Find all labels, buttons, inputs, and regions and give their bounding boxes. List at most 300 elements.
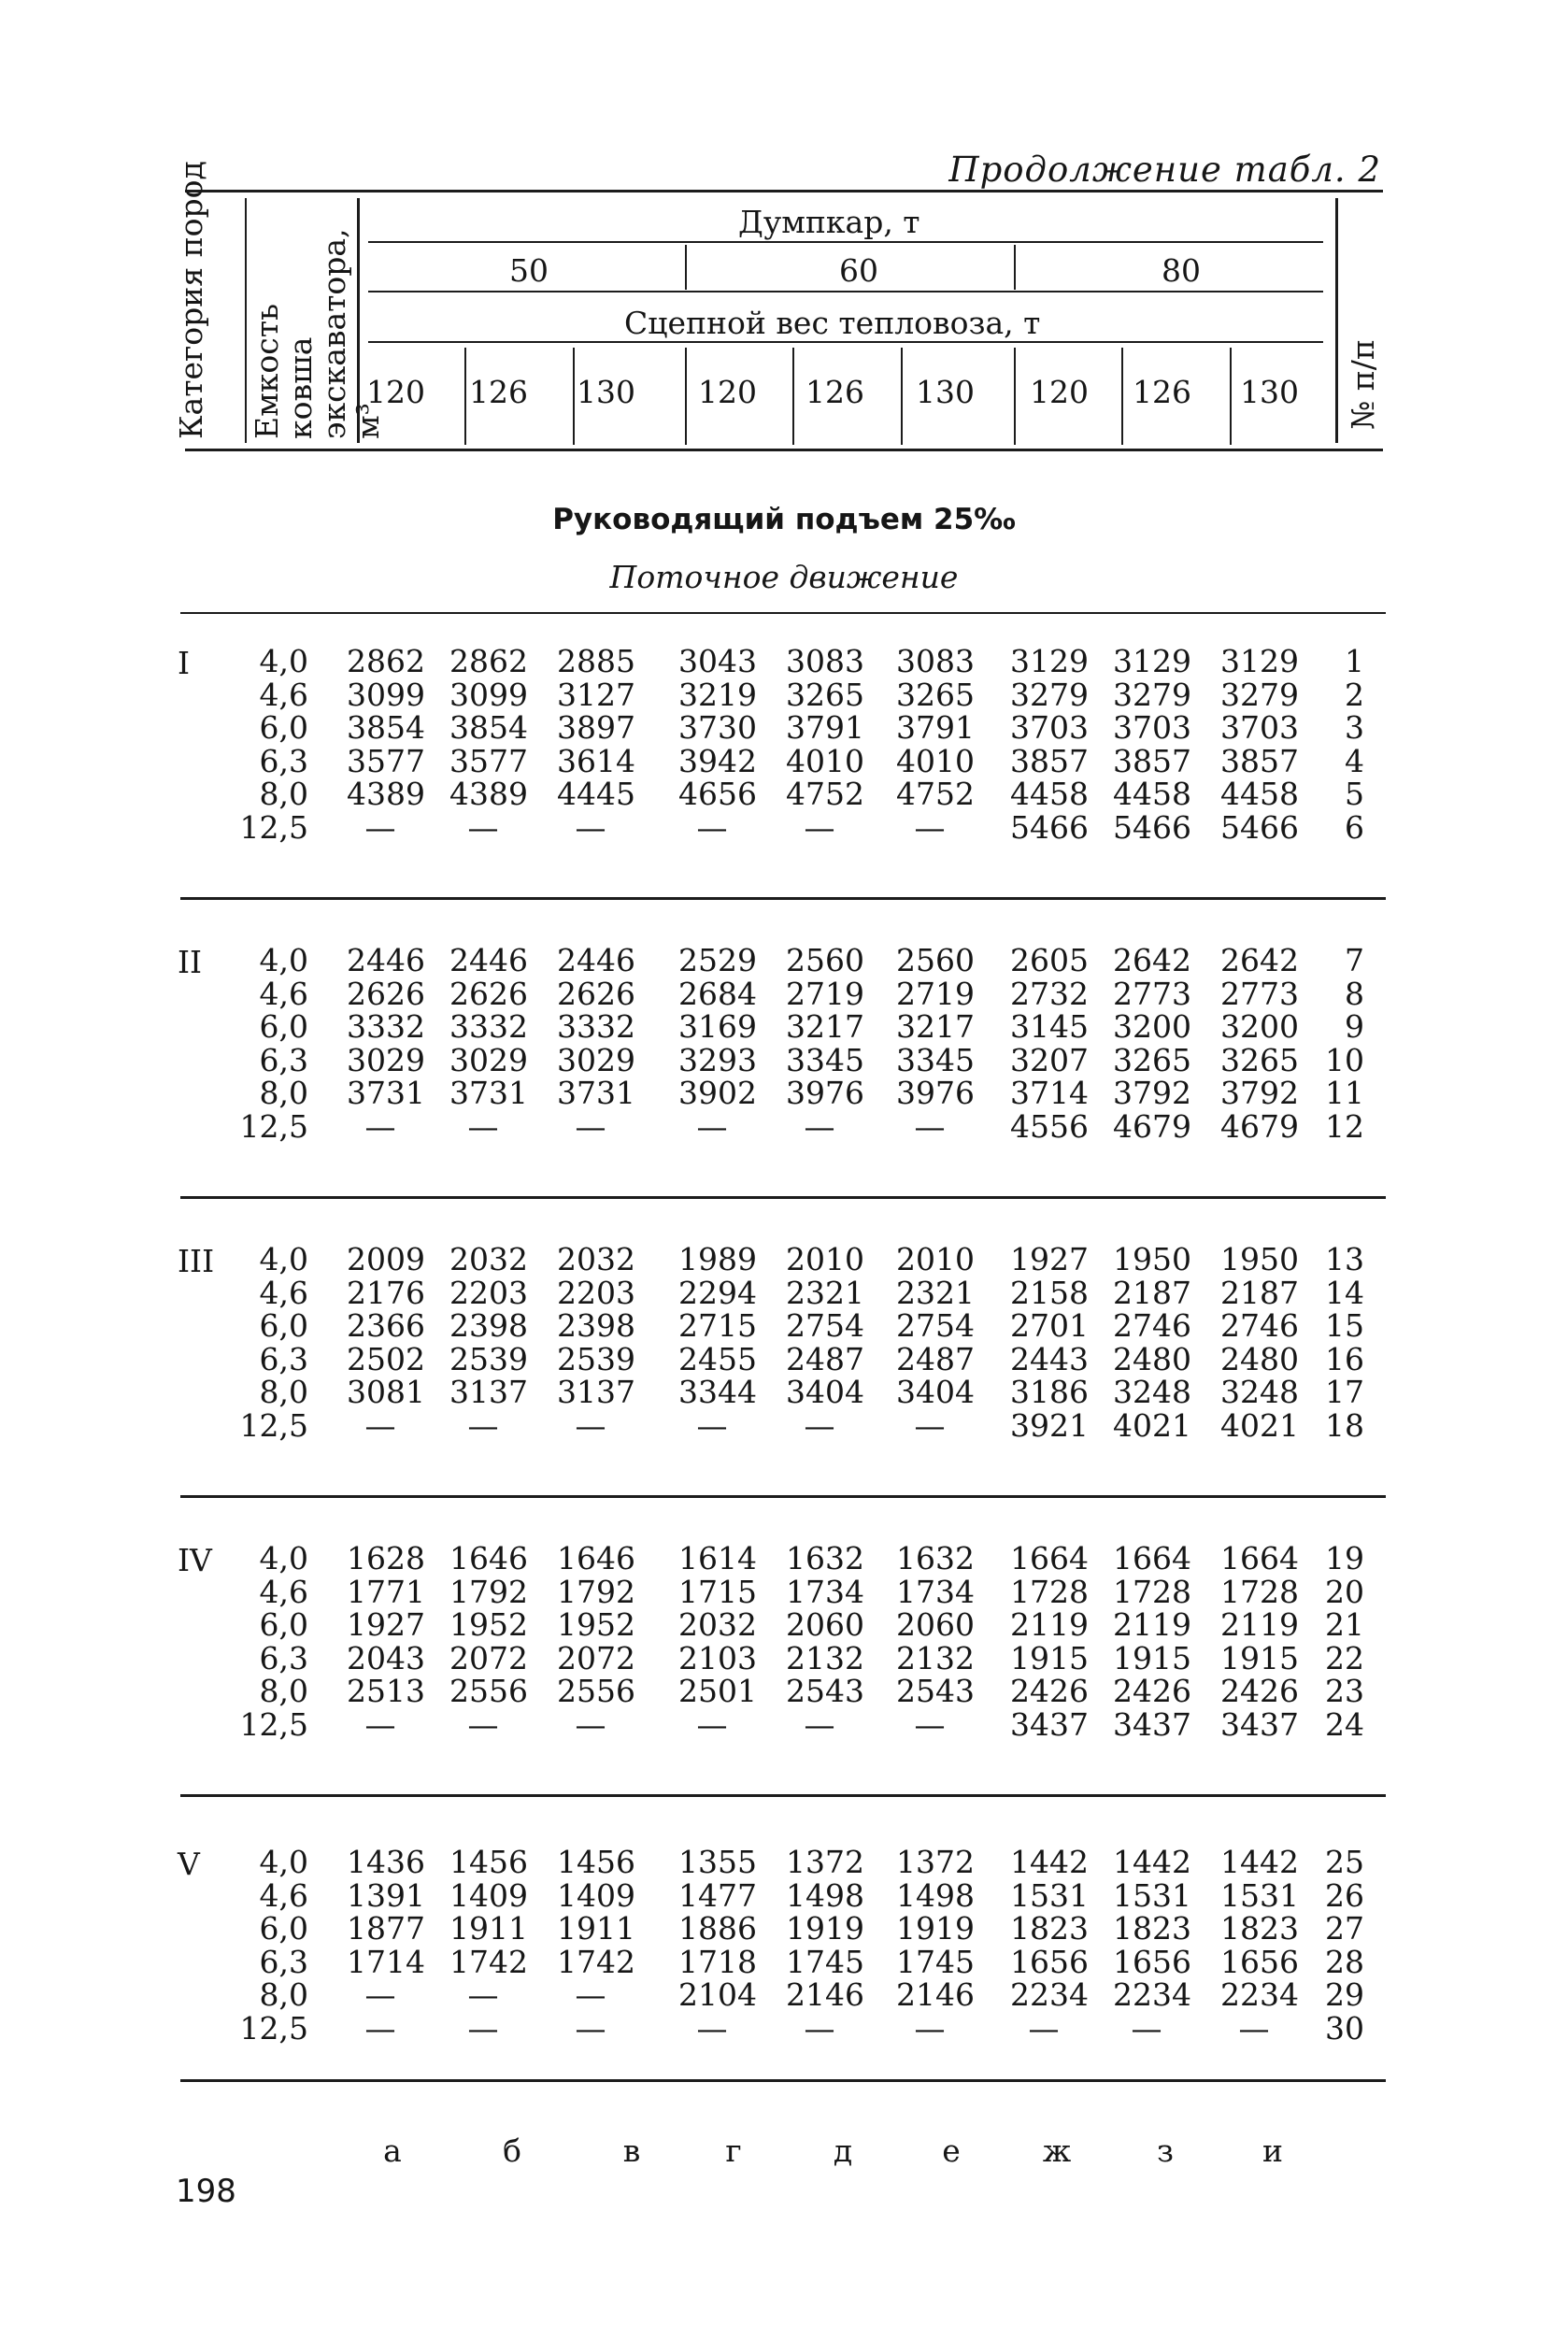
table-cell: 2502 xyxy=(347,1340,425,1377)
weight-value: 120 xyxy=(1030,374,1089,410)
table-cell: — xyxy=(804,1406,835,1444)
table-cell: 1646 xyxy=(557,1540,635,1576)
row-number: 11 xyxy=(1325,1075,1364,1111)
table-cell: 2539 xyxy=(557,1340,635,1377)
table-cell: 4556 xyxy=(1010,1107,1089,1145)
table-cell: 1742 xyxy=(449,1943,528,1980)
table-cell: 2203 xyxy=(557,1274,635,1311)
table-cell: 1911 xyxy=(449,1910,528,1947)
bucket-capacity: 12,5 xyxy=(239,1107,308,1145)
bucket-capacity: 6,0 xyxy=(259,1307,308,1344)
table-cell: 3976 xyxy=(786,1075,864,1111)
table-cell: — xyxy=(804,2009,835,2047)
row-number: 16 xyxy=(1325,1340,1364,1377)
table-cell: 2719 xyxy=(896,975,975,1012)
table-cell: 2010 xyxy=(896,1241,975,1277)
table-cell: 2885 xyxy=(557,643,635,679)
category-label-text: Категория пород xyxy=(173,161,209,439)
row-number: 30 xyxy=(1325,2009,1364,2047)
bucket-capacity: 4,0 xyxy=(259,942,308,978)
table-cell: 2294 xyxy=(678,1274,757,1311)
table-cell: 1952 xyxy=(449,1606,528,1643)
category-value: IV xyxy=(178,1542,212,1578)
row-number: 10 xyxy=(1325,1041,1364,1078)
table-cell: 3577 xyxy=(347,742,425,779)
table-cell: 2455 xyxy=(678,1340,757,1377)
table-cell: 2556 xyxy=(557,1673,635,1709)
bucket-capacity: 6,3 xyxy=(259,742,308,779)
table-cell: 2119 xyxy=(1220,1606,1299,1643)
table-cell: — xyxy=(696,1406,728,1444)
table-cell: 2773 xyxy=(1220,975,1299,1012)
table-cell: 2443 xyxy=(1010,1340,1089,1377)
table-cell: — xyxy=(804,1107,835,1145)
table-cell: — xyxy=(696,1107,728,1145)
table-cell: 3976 xyxy=(896,1075,975,1111)
table-cell: 1927 xyxy=(347,1606,425,1643)
table-cell: 2862 xyxy=(347,643,425,679)
row-number: 2 xyxy=(1345,676,1364,713)
category-value: I xyxy=(178,645,191,681)
table-cell: 2203 xyxy=(449,1274,528,1311)
table-cell: 3219 xyxy=(678,676,757,713)
table-cell: — xyxy=(914,2009,946,2047)
table-cell: 1950 xyxy=(1113,1241,1191,1277)
row-number: 20 xyxy=(1325,1573,1364,1610)
table-cell: — xyxy=(804,1705,835,1743)
table-cell: 3029 xyxy=(449,1041,528,1078)
table-cell: 4389 xyxy=(347,776,425,812)
table-cell: 2684 xyxy=(678,975,757,1012)
table-cell: 1656 xyxy=(1113,1943,1191,1980)
row-number: 29 xyxy=(1325,1976,1364,2013)
table-cell: — xyxy=(914,808,946,846)
header-divider xyxy=(1335,198,1338,443)
table-cell: 4389 xyxy=(449,776,528,812)
table-cell: 3332 xyxy=(347,1008,425,1045)
table-cell: 1734 xyxy=(896,1573,975,1610)
table-cell: 3437 xyxy=(1113,1705,1191,1743)
row-number: 19 xyxy=(1325,1540,1364,1576)
table-cell: 2715 xyxy=(678,1307,757,1344)
table-cell: 2746 xyxy=(1220,1307,1299,1344)
table-cell: 2176 xyxy=(347,1274,425,1311)
table-cell: 4679 xyxy=(1113,1107,1191,1145)
table-cell: 2321 xyxy=(786,1274,864,1311)
rownum-label xyxy=(1346,318,1380,430)
weight-value: 130 xyxy=(1240,374,1299,410)
table-cell: — xyxy=(467,1976,499,2013)
table-cell: 3703 xyxy=(1010,709,1089,746)
table-cell: — xyxy=(696,2009,728,2047)
column-letter: в xyxy=(622,2132,641,2169)
table-cell: 1531 xyxy=(1010,1876,1089,1914)
section-title: Руководящий подъем 25‰ xyxy=(552,503,1016,536)
category-value: II xyxy=(178,944,203,980)
table-cell: 2560 xyxy=(786,942,864,978)
table-cell: 2426 xyxy=(1113,1673,1191,1709)
row-number: 13 xyxy=(1325,1241,1364,1277)
bucket-capacity: 8,0 xyxy=(259,776,308,812)
table-cell: 1919 xyxy=(896,1910,975,1947)
group-rule xyxy=(180,612,1386,614)
dumpcar-value: 50 xyxy=(509,252,549,289)
table-cell: 3897 xyxy=(557,709,635,746)
table-cell: 3081 xyxy=(347,1374,425,1410)
table-cell: 1355 xyxy=(678,1844,757,1880)
bucket-capacity: 12,5 xyxy=(239,2009,308,2047)
table-cell: 1442 xyxy=(1113,1844,1191,1880)
bucket-capacity: 12,5 xyxy=(239,1406,308,1444)
page-number: 198 xyxy=(176,2173,236,2210)
dumpcar-value: 60 xyxy=(839,252,878,289)
table-cell: 3248 xyxy=(1220,1374,1299,1410)
table-cell: 3279 xyxy=(1010,676,1089,713)
bucket-capacity: 4,0 xyxy=(259,1540,308,1576)
table-cell: 4021 xyxy=(1113,1406,1191,1444)
row-number: 7 xyxy=(1345,942,1364,978)
table-cell: 2366 xyxy=(347,1307,425,1344)
table-cell: 2543 xyxy=(786,1673,864,1709)
table-cell: 2642 xyxy=(1113,942,1191,978)
bucket-label-text: Емкость ковша экскаватора, м³ xyxy=(249,228,386,439)
bucket-capacity: 12,5 xyxy=(239,1705,308,1743)
table-cell: 2234 xyxy=(1010,1976,1089,2013)
table-cell: 3029 xyxy=(347,1041,425,1078)
table-cell: 1728 xyxy=(1220,1573,1299,1610)
header-rule xyxy=(368,291,1323,292)
table-cell: 2862 xyxy=(449,643,528,679)
bucket-capacity: 6,3 xyxy=(259,1639,308,1676)
table-cell: 3265 xyxy=(786,676,864,713)
table-cell: 1632 xyxy=(896,1540,975,1576)
table-cell: 2146 xyxy=(786,1976,864,2013)
table-cell: 1771 xyxy=(347,1573,425,1610)
table-cell: 1442 xyxy=(1220,1844,1299,1880)
table-cell: — xyxy=(575,1406,606,1444)
row-number: 23 xyxy=(1325,1673,1364,1709)
group-rule xyxy=(180,2079,1386,2082)
table-cell: 2539 xyxy=(449,1340,528,1377)
table-cell: 3332 xyxy=(557,1008,635,1045)
header-top-rule xyxy=(185,190,1383,193)
table-cell: 3902 xyxy=(678,1075,757,1111)
table-cell: 3731 xyxy=(347,1075,425,1111)
table-cell: 3577 xyxy=(449,742,528,779)
bucket-capacity: 4,6 xyxy=(259,676,308,713)
table-cell: 3265 xyxy=(1220,1041,1299,1078)
weight-label: Сцепной вес тепловоза, т xyxy=(624,305,1041,341)
bucket-capacity: 4,0 xyxy=(259,1241,308,1277)
table-cell: 3217 xyxy=(896,1008,975,1045)
table-cell: — xyxy=(575,808,606,846)
table-cell: 1442 xyxy=(1010,1844,1089,1880)
table-cell: 4752 xyxy=(896,776,975,812)
table-cell: 3921 xyxy=(1010,1406,1089,1444)
table-cell: 3792 xyxy=(1113,1075,1191,1111)
table-cell: 1745 xyxy=(786,1943,864,1980)
table-cell: — xyxy=(696,808,728,846)
table-cell: 3857 xyxy=(1010,742,1089,779)
table-cell: 1915 xyxy=(1113,1639,1191,1676)
table-cell: 2158 xyxy=(1010,1274,1089,1311)
table-cell: 3345 xyxy=(786,1041,864,1078)
table-cell: 1952 xyxy=(557,1606,635,1643)
table-cell: 2480 xyxy=(1113,1340,1191,1377)
row-number: 14 xyxy=(1325,1274,1364,1311)
table-cell: 3731 xyxy=(557,1075,635,1111)
table-cell: — xyxy=(575,1705,606,1743)
table-cell: 2626 xyxy=(557,975,635,1012)
table-cell: 1664 xyxy=(1220,1540,1299,1576)
table-cell: — xyxy=(914,1406,946,1444)
table-cell: 3854 xyxy=(449,709,528,746)
table-cell: 3404 xyxy=(786,1374,864,1410)
table-cell: 3791 xyxy=(786,709,864,746)
table-cell: 1950 xyxy=(1220,1241,1299,1277)
table-cell: — xyxy=(364,1705,396,1743)
table-cell: 2060 xyxy=(896,1606,975,1643)
table-cell: 3129 xyxy=(1220,643,1299,679)
weight-value: 126 xyxy=(805,374,864,410)
table-cell: 1927 xyxy=(1010,1241,1089,1277)
table-cell: 3145 xyxy=(1010,1008,1089,1045)
table-cell: 2398 xyxy=(557,1307,635,1344)
table-cell: 2605 xyxy=(1010,942,1089,978)
table-cell: — xyxy=(1131,2009,1162,2047)
column-letter: д xyxy=(833,2132,853,2169)
weight-value: 120 xyxy=(366,374,425,410)
table-cell: — xyxy=(575,2009,606,2047)
table-cell: 3265 xyxy=(896,676,975,713)
bucket-capacity: 4,6 xyxy=(259,975,308,1012)
table-cell: 2446 xyxy=(557,942,635,978)
bucket-capacity: 6,3 xyxy=(259,1340,308,1377)
table-cell: 1656 xyxy=(1220,1943,1299,1980)
table-cell: 1409 xyxy=(557,1876,635,1914)
table-cell: 2119 xyxy=(1010,1606,1089,1643)
table-cell: 1436 xyxy=(347,1844,425,1880)
table-cell: 2529 xyxy=(678,942,757,978)
table-cell: 2119 xyxy=(1113,1606,1191,1643)
table-cell: 2719 xyxy=(786,975,864,1012)
weight-value: 126 xyxy=(1133,374,1191,410)
table-cell: 2032 xyxy=(678,1606,757,1643)
row-number: 9 xyxy=(1345,1008,1364,1045)
table-cell: — xyxy=(914,1107,946,1145)
category-label xyxy=(173,161,209,439)
table-cell: 3854 xyxy=(347,709,425,746)
table-cell: 3248 xyxy=(1113,1374,1191,1410)
table-cell: 1456 xyxy=(449,1844,528,1880)
row-number: 26 xyxy=(1325,1876,1364,1914)
table-cell: — xyxy=(364,1107,396,1145)
table-cell: 3083 xyxy=(786,643,864,679)
table-cell: 2132 xyxy=(786,1639,864,1676)
table-cell: 1646 xyxy=(449,1540,528,1576)
table-cell: — xyxy=(914,1705,946,1743)
column-letter: г xyxy=(725,2132,742,2169)
table-cell: 2556 xyxy=(449,1673,528,1709)
bucket-label xyxy=(250,206,385,439)
table-cell: 1718 xyxy=(678,1943,757,1980)
row-number: 1 xyxy=(1345,643,1364,679)
table-cell: 2426 xyxy=(1010,1673,1089,1709)
table-cell: 2746 xyxy=(1113,1307,1191,1344)
table-cell: 2543 xyxy=(896,1673,975,1709)
table-cell: 2773 xyxy=(1113,975,1191,1012)
table-cell: 3703 xyxy=(1220,709,1299,746)
table-cell: 2104 xyxy=(678,1976,757,2013)
table-cell: 1498 xyxy=(786,1876,864,1914)
row-number: 4 xyxy=(1345,742,1364,779)
table-cell: 1823 xyxy=(1010,1910,1089,1947)
group-rule xyxy=(180,897,1386,900)
table-cell: 1477 xyxy=(678,1876,757,1914)
bucket-capacity: 8,0 xyxy=(259,1075,308,1111)
table-cell: 1372 xyxy=(786,1844,864,1880)
header-rule xyxy=(368,241,1323,243)
bucket-capacity: 6,0 xyxy=(259,709,308,746)
table-cell: 4458 xyxy=(1220,776,1299,812)
table-cell: 2701 xyxy=(1010,1307,1089,1344)
bucket-capacity: 4,0 xyxy=(259,643,308,679)
table-cell: 4021 xyxy=(1220,1406,1299,1444)
table-cell: 1823 xyxy=(1220,1910,1299,1947)
table-cell: — xyxy=(364,1406,396,1444)
table-cell: 1372 xyxy=(896,1844,975,1880)
table-cell: 2009 xyxy=(347,1241,425,1277)
table-cell: 2187 xyxy=(1220,1274,1299,1311)
column-letter: з xyxy=(1157,2132,1174,2169)
table-cell: — xyxy=(467,1705,499,1743)
table-cell: 1728 xyxy=(1010,1573,1089,1610)
table-cell: 1714 xyxy=(347,1943,425,1980)
table-cell: 4458 xyxy=(1010,776,1089,812)
table-cell: 2754 xyxy=(896,1307,975,1344)
dumpcar-label: Думпкар, т xyxy=(738,204,920,240)
table-cell: 5466 xyxy=(1113,808,1191,846)
table-cell: 1656 xyxy=(1010,1943,1089,1980)
table-cell: 1391 xyxy=(347,1876,425,1914)
table-cell: 1745 xyxy=(896,1943,975,1980)
table-cell: 4458 xyxy=(1113,776,1191,812)
table-cell: — xyxy=(467,2009,499,2047)
table-cell: 3137 xyxy=(557,1374,635,1410)
table-cell: 2487 xyxy=(896,1340,975,1377)
table-cell: — xyxy=(575,1107,606,1145)
table-cell: 2321 xyxy=(896,1274,975,1311)
bucket-capacity: 12,5 xyxy=(239,808,308,846)
bucket-capacity: 8,0 xyxy=(259,1976,308,2013)
table-cell: 3293 xyxy=(678,1041,757,1078)
table-cell: 3714 xyxy=(1010,1075,1089,1111)
table-cell: 4445 xyxy=(557,776,635,812)
table-cell: 1664 xyxy=(1010,1540,1089,1576)
table-cell: 2501 xyxy=(678,1673,757,1709)
table-cell: 3207 xyxy=(1010,1041,1089,1078)
table-cell: 3029 xyxy=(557,1041,635,1078)
table-cell: — xyxy=(467,1406,499,1444)
table-cell: 3730 xyxy=(678,709,757,746)
bucket-capacity: 4,0 xyxy=(259,1844,308,1880)
table-cell: — xyxy=(696,1705,728,1743)
row-number: 5 xyxy=(1345,776,1364,812)
header-rule xyxy=(368,341,1323,343)
table-cell: 3099 xyxy=(449,676,528,713)
group-rule xyxy=(180,1196,1386,1199)
row-number: 22 xyxy=(1325,1639,1364,1676)
row-number: 12 xyxy=(1325,1107,1364,1145)
row-number: 27 xyxy=(1325,1910,1364,1947)
table-cell: 1915 xyxy=(1220,1639,1299,1676)
table-cell: 2426 xyxy=(1220,1673,1299,1709)
table-cell: 2234 xyxy=(1220,1976,1299,2013)
table-cell: 2446 xyxy=(347,942,425,978)
table-cell: 2072 xyxy=(449,1639,528,1676)
table-cell: 4752 xyxy=(786,776,864,812)
row-number: 15 xyxy=(1325,1307,1364,1344)
section-subtitle: Поточное движение xyxy=(609,559,959,595)
table-cell: 4656 xyxy=(678,776,757,812)
table-cell: 3344 xyxy=(678,1374,757,1410)
table-cell: 2560 xyxy=(896,942,975,978)
table-cell: 2446 xyxy=(449,942,528,978)
table-cell: 3332 xyxy=(449,1008,528,1045)
table-cell: 1498 xyxy=(896,1876,975,1914)
row-number: 8 xyxy=(1345,975,1364,1012)
table-cell: 2513 xyxy=(347,1673,425,1709)
table-cell: 3099 xyxy=(347,676,425,713)
table-cell: 3186 xyxy=(1010,1374,1089,1410)
category-value: V xyxy=(178,1846,200,1882)
table-cell: 1715 xyxy=(678,1573,757,1610)
table-cell: 2032 xyxy=(557,1241,635,1277)
table-cell: 2732 xyxy=(1010,975,1089,1012)
group-rule xyxy=(180,1495,1386,1498)
dumpcar-value: 80 xyxy=(1162,252,1201,289)
header-divider xyxy=(245,198,247,443)
row-number: 6 xyxy=(1345,808,1364,846)
table-cell: 3404 xyxy=(896,1374,975,1410)
table-cell: 3279 xyxy=(1220,676,1299,713)
table-cell: — xyxy=(364,808,396,846)
table-cell: 1456 xyxy=(557,1844,635,1880)
weight-value: 130 xyxy=(577,374,635,410)
rownum-label-text: № п/п xyxy=(1345,339,1381,430)
table-cell: 2132 xyxy=(896,1639,975,1676)
table-cell: 3792 xyxy=(1220,1075,1299,1111)
row-number: 25 xyxy=(1325,1844,1364,1880)
bucket-capacity: 6,3 xyxy=(259,1041,308,1078)
row-number: 17 xyxy=(1325,1374,1364,1410)
table-cell: 2234 xyxy=(1113,1976,1191,2013)
table-cell: 1911 xyxy=(557,1910,635,1947)
table-cell: 2043 xyxy=(347,1639,425,1676)
table-cell: — xyxy=(467,808,499,846)
table-cell: — xyxy=(467,1107,499,1145)
table-cell: 1728 xyxy=(1113,1573,1191,1610)
table-cell: 2480 xyxy=(1220,1340,1299,1377)
category-value: III xyxy=(178,1243,215,1279)
table-cell: 4679 xyxy=(1220,1107,1299,1145)
bucket-capacity: 6,0 xyxy=(259,1606,308,1643)
column-letter: е xyxy=(942,2132,961,2169)
row-number: 24 xyxy=(1325,1705,1364,1743)
table-cell: 2487 xyxy=(786,1340,864,1377)
table-cell: 2626 xyxy=(449,975,528,1012)
table-cell: 3129 xyxy=(1010,643,1089,679)
